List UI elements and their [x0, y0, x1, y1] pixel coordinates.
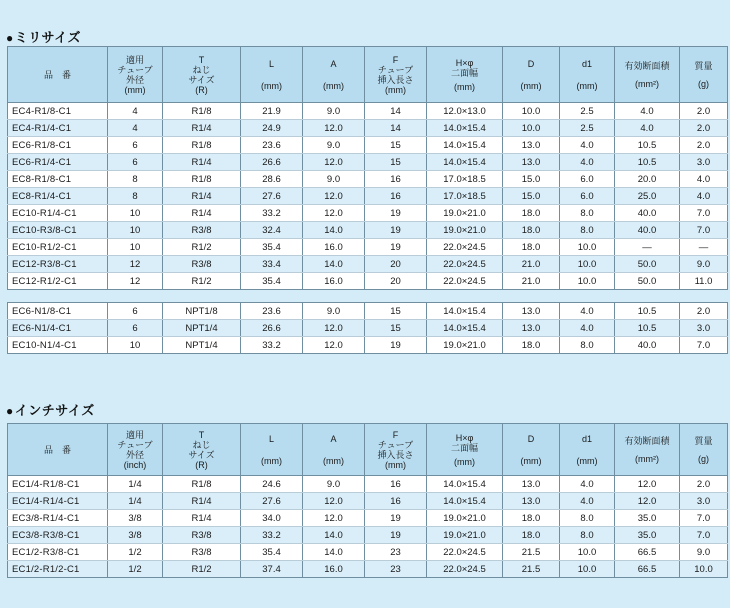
- table-row: [8, 273, 728, 290]
- cell-D: 18.0: [503, 239, 560, 256]
- header-L: L (mm): [241, 47, 303, 103]
- table-row: [8, 239, 728, 256]
- cell-D: 15.0: [503, 171, 560, 188]
- cell-effective-area: 4.0: [615, 120, 680, 137]
- header-H-across-flats: H×φ 二面幅 (mm): [427, 47, 503, 103]
- cell-effective-area: 40.0: [615, 205, 680, 222]
- cell-part-number: EC10-R3/8-C1: [8, 222, 108, 239]
- cell-F: 23: [365, 544, 427, 561]
- table-row: [8, 103, 728, 120]
- cell-A: 9.0: [303, 137, 365, 154]
- mm-section-title: [6, 27, 81, 46]
- cell-mass: 2.0: [680, 476, 728, 493]
- cell-A: 12.0: [303, 510, 365, 527]
- cell-effective-area: 50.0: [615, 273, 680, 290]
- cell-effective-area: 10.5: [615, 320, 680, 337]
- cell-D: 18.0: [503, 510, 560, 527]
- header-tube-od: 適用 チューブ 外径 (mm): [108, 47, 163, 103]
- cell-L: 26.6: [241, 154, 303, 171]
- cell-part-number: EC1/2-R1/2-C1: [8, 561, 108, 578]
- cell-L: 33.2: [241, 337, 303, 354]
- cell-mass: 7.0: [680, 222, 728, 239]
- cell-tube-od: 12: [108, 273, 163, 290]
- cell-L: 21.9: [241, 103, 303, 120]
- cell-mass: 9.0: [680, 256, 728, 273]
- cell-A: 12.0: [303, 320, 365, 337]
- cell-D: 13.0: [503, 320, 560, 337]
- cell-H-across-flats: 14.0×15.4: [427, 493, 503, 510]
- cell-mass: 2.0: [680, 137, 728, 154]
- header-A: A (mm): [303, 424, 365, 476]
- mm-spec-table: [7, 46, 728, 290]
- header-thread-size: T ねじ サイズ (R): [163, 424, 241, 476]
- cell-part-number: EC1/4-R1/4-C1: [8, 493, 108, 510]
- cell-D: 21.0: [503, 256, 560, 273]
- cell-F: 15: [365, 137, 427, 154]
- cell-part-number: EC6-N1/4-C1: [8, 320, 108, 337]
- cell-D: 21.5: [503, 544, 560, 561]
- cell-thread-size: NPT1/4: [163, 320, 241, 337]
- cell-D: 18.0: [503, 337, 560, 354]
- cell-F: 15: [365, 154, 427, 171]
- mm-header-row: [8, 47, 728, 103]
- cell-L: 35.4: [241, 239, 303, 256]
- inch-section-title-text: インチサイズ: [14, 403, 95, 418]
- cell-d1: 8.0: [560, 205, 615, 222]
- cell-mass: 2.0: [680, 103, 728, 120]
- cell-L: 23.6: [241, 303, 303, 320]
- cell-d1: 6.0: [560, 171, 615, 188]
- cell-H-across-flats: 17.0×18.5: [427, 171, 503, 188]
- cell-tube-od: 6: [108, 154, 163, 171]
- cell-F: 16: [365, 188, 427, 205]
- header-L: L (mm): [241, 424, 303, 476]
- cell-L: 26.6: [241, 320, 303, 337]
- cell-F: 20: [365, 256, 427, 273]
- cell-d1: 4.0: [560, 303, 615, 320]
- cell-L: 37.4: [241, 561, 303, 578]
- table-row: [8, 493, 728, 510]
- table-row: [8, 120, 728, 137]
- cell-D: 10.0: [503, 103, 560, 120]
- cell-part-number: EC6-R1/4-C1: [8, 154, 108, 171]
- cell-mass: 2.0: [680, 120, 728, 137]
- cell-H-across-flats: 19.0×21.0: [427, 222, 503, 239]
- header-tube-od: 適用 チューブ 外径 (inch): [108, 424, 163, 476]
- cell-A: 9.0: [303, 103, 365, 120]
- table-row: [8, 561, 728, 578]
- cell-H-across-flats: 22.0×24.5: [427, 239, 503, 256]
- cell-D: 18.0: [503, 222, 560, 239]
- cell-mass: 4.0: [680, 188, 728, 205]
- cell-thread-size: R1/2: [163, 561, 241, 578]
- cell-H-across-flats: 17.0×18.5: [427, 188, 503, 205]
- table-row: [8, 188, 728, 205]
- table-row: [8, 205, 728, 222]
- cell-F: 15: [365, 320, 427, 337]
- cell-A: 12.0: [303, 154, 365, 171]
- table-row: [8, 154, 728, 171]
- cell-L: 33.2: [241, 205, 303, 222]
- cell-tube-od: 1/4: [108, 493, 163, 510]
- cell-mass: 7.0: [680, 527, 728, 544]
- cell-mass: 2.0: [680, 303, 728, 320]
- table-row: [8, 320, 728, 337]
- cell-thread-size: R1/4: [163, 493, 241, 510]
- cell-d1: 4.0: [560, 476, 615, 493]
- cell-tube-od: 3/8: [108, 510, 163, 527]
- cell-mass: 11.0: [680, 273, 728, 290]
- cell-H-across-flats: 14.0×15.4: [427, 476, 503, 493]
- cell-D: 13.0: [503, 493, 560, 510]
- cell-d1: 2.5: [560, 120, 615, 137]
- cell-mass: 7.0: [680, 205, 728, 222]
- cell-A: 12.0: [303, 337, 365, 354]
- cell-D: 13.0: [503, 154, 560, 171]
- cell-thread-size: R1/4: [163, 120, 241, 137]
- cell-part-number: EC8-R1/8-C1: [8, 171, 108, 188]
- cell-F: 15: [365, 303, 427, 320]
- cell-thread-size: NPT1/4: [163, 337, 241, 354]
- header-mass: 質量 (g): [680, 424, 728, 476]
- cell-part-number: EC1/4-R1/8-C1: [8, 476, 108, 493]
- cell-H-across-flats: 19.0×21.0: [427, 510, 503, 527]
- cell-part-number: EC6-N1/8-C1: [8, 303, 108, 320]
- cell-d1: 4.0: [560, 493, 615, 510]
- cell-thread-size: R1/8: [163, 103, 241, 120]
- cell-effective-area: 12.0: [615, 476, 680, 493]
- cell-effective-area: 10.5: [615, 303, 680, 320]
- cell-d1: 8.0: [560, 337, 615, 354]
- cell-D: 18.0: [503, 205, 560, 222]
- cell-effective-area: 66.5: [615, 561, 680, 578]
- cell-A: 9.0: [303, 476, 365, 493]
- cell-part-number: EC6-R1/8-C1: [8, 137, 108, 154]
- cell-part-number: EC12-R3/8-C1: [8, 256, 108, 273]
- cell-mass: 9.0: [680, 544, 728, 561]
- cell-tube-od: 6: [108, 137, 163, 154]
- cell-part-number: EC3/8-R1/4-C1: [8, 510, 108, 527]
- cell-tube-od: 8: [108, 171, 163, 188]
- cell-F: 19: [365, 527, 427, 544]
- cell-H-across-flats: 12.0×13.0: [427, 103, 503, 120]
- cell-A: 16.0: [303, 239, 365, 256]
- cell-d1: 10.0: [560, 544, 615, 561]
- header-d1: d1 (mm): [560, 47, 615, 103]
- cell-A: 16.0: [303, 561, 365, 578]
- bullet-icon: ●: [6, 404, 14, 418]
- cell-effective-area: 50.0: [615, 256, 680, 273]
- inch-header-row: [8, 424, 728, 476]
- cell-A: 14.0: [303, 256, 365, 273]
- header-D: D (mm): [503, 424, 560, 476]
- cell-F: 14: [365, 120, 427, 137]
- header-part-number: 品 番: [8, 47, 108, 103]
- cell-H-across-flats: 14.0×15.4: [427, 303, 503, 320]
- header-part-number: 品 番: [8, 424, 108, 476]
- cell-tube-od: 8: [108, 188, 163, 205]
- cell-tube-od: 1/2: [108, 561, 163, 578]
- cell-L: 28.6: [241, 171, 303, 188]
- header-D: D (mm): [503, 47, 560, 103]
- cell-thread-size: R1/4: [163, 510, 241, 527]
- cell-d1: 4.0: [560, 154, 615, 171]
- cell-effective-area: 4.0: [615, 103, 680, 120]
- cell-H-across-flats: 14.0×15.4: [427, 320, 503, 337]
- cell-tube-od: 4: [108, 103, 163, 120]
- header-A: A (mm): [303, 47, 365, 103]
- cell-H-across-flats: 19.0×21.0: [427, 527, 503, 544]
- cell-D: 18.0: [503, 527, 560, 544]
- cell-D: 13.0: [503, 303, 560, 320]
- cell-thread-size: R1/8: [163, 171, 241, 188]
- cell-part-number: EC3/8-R3/8-C1: [8, 527, 108, 544]
- npt-spec-table: [7, 302, 728, 354]
- cell-thread-size: R1/2: [163, 273, 241, 290]
- cell-mass: 3.0: [680, 493, 728, 510]
- table-row: [8, 137, 728, 154]
- cell-L: 35.4: [241, 544, 303, 561]
- cell-F: 19: [365, 510, 427, 527]
- cell-thread-size: R1/8: [163, 137, 241, 154]
- cell-effective-area: 40.0: [615, 337, 680, 354]
- cell-thread-size: R1/2: [163, 239, 241, 256]
- header-thread-size: T ねじ サイズ (R): [163, 47, 241, 103]
- header-F: F チューブ 挿入長さ (mm): [365, 47, 427, 103]
- cell-d1: 4.0: [560, 137, 615, 154]
- cell-effective-area: 10.5: [615, 137, 680, 154]
- cell-H-across-flats: 19.0×21.0: [427, 337, 503, 354]
- cell-effective-area: —: [615, 239, 680, 256]
- cell-thread-size: R1/8: [163, 476, 241, 493]
- cell-D: 10.0: [503, 120, 560, 137]
- cell-L: 27.6: [241, 188, 303, 205]
- cell-H-across-flats: 22.0×24.5: [427, 256, 503, 273]
- header-effective-area: 有効断面積 (mm²): [615, 47, 680, 103]
- header-mass: 質量 (g): [680, 47, 728, 103]
- cell-part-number: EC4-R1/8-C1: [8, 103, 108, 120]
- cell-F: 19: [365, 239, 427, 256]
- cell-L: 33.2: [241, 527, 303, 544]
- cell-thread-size: R1/4: [163, 154, 241, 171]
- cell-effective-area: 12.0: [615, 493, 680, 510]
- inch-spec-table: [7, 423, 728, 578]
- cell-H-across-flats: 14.0×15.4: [427, 154, 503, 171]
- table-row: [8, 527, 728, 544]
- cell-A: 12.0: [303, 188, 365, 205]
- cell-d1: 8.0: [560, 527, 615, 544]
- cell-part-number: EC8-R1/4-C1: [8, 188, 108, 205]
- cell-H-across-flats: 19.0×21.0: [427, 205, 503, 222]
- cell-tube-od: 1/2: [108, 544, 163, 561]
- cell-mass: —: [680, 239, 728, 256]
- cell-mass: 3.0: [680, 154, 728, 171]
- cell-tube-od: 1/4: [108, 476, 163, 493]
- header-effective-area: 有効断面積 (mm²): [615, 424, 680, 476]
- cell-H-across-flats: 22.0×24.5: [427, 561, 503, 578]
- cell-tube-od: 4: [108, 120, 163, 137]
- cell-tube-od: 10: [108, 222, 163, 239]
- cell-tube-od: 12: [108, 256, 163, 273]
- cell-L: 24.6: [241, 476, 303, 493]
- cell-F: 19: [365, 337, 427, 354]
- cell-F: 16: [365, 493, 427, 510]
- cell-F: 19: [365, 222, 427, 239]
- cell-tube-od: 10: [108, 239, 163, 256]
- cell-L: 34.0: [241, 510, 303, 527]
- cell-tube-od: 3/8: [108, 527, 163, 544]
- table-row: [8, 544, 728, 561]
- cell-d1: 4.0: [560, 320, 615, 337]
- cell-D: 13.0: [503, 137, 560, 154]
- cell-F: 14: [365, 103, 427, 120]
- table-row: [8, 256, 728, 273]
- table-row: [8, 303, 728, 320]
- cell-thread-size: R3/8: [163, 544, 241, 561]
- cell-mass: 7.0: [680, 510, 728, 527]
- cell-A: 12.0: [303, 205, 365, 222]
- cell-thread-size: NPT1/8: [163, 303, 241, 320]
- cell-effective-area: 66.5: [615, 544, 680, 561]
- cell-A: 12.0: [303, 493, 365, 510]
- cell-F: 16: [365, 476, 427, 493]
- cell-thread-size: R3/8: [163, 222, 241, 239]
- mm-section-title-text: ミリサイズ: [14, 30, 81, 45]
- cell-effective-area: 10.5: [615, 154, 680, 171]
- cell-thread-size: R3/8: [163, 256, 241, 273]
- cell-A: 14.0: [303, 544, 365, 561]
- cell-part-number: EC10-R1/4-C1: [8, 205, 108, 222]
- cell-d1: 10.0: [560, 273, 615, 290]
- cell-part-number: EC10-R1/2-C1: [8, 239, 108, 256]
- cell-part-number: EC4-R1/4-C1: [8, 120, 108, 137]
- table-row: [8, 476, 728, 493]
- cell-d1: 6.0: [560, 188, 615, 205]
- cell-D: 21.0: [503, 273, 560, 290]
- inch-section-title: [6, 400, 95, 419]
- cell-L: 33.4: [241, 256, 303, 273]
- cell-F: 16: [365, 171, 427, 188]
- cell-tube-od: 10: [108, 205, 163, 222]
- table-row: [8, 171, 728, 188]
- cell-mass: 4.0: [680, 171, 728, 188]
- cell-d1: 2.5: [560, 103, 615, 120]
- cell-L: 24.9: [241, 120, 303, 137]
- cell-L: 35.4: [241, 273, 303, 290]
- cell-H-across-flats: 22.0×24.5: [427, 273, 503, 290]
- cell-thread-size: R1/4: [163, 205, 241, 222]
- cell-mass: 3.0: [680, 320, 728, 337]
- cell-F: 20: [365, 273, 427, 290]
- cell-thread-size: R3/8: [163, 527, 241, 544]
- cell-mass: 7.0: [680, 337, 728, 354]
- cell-part-number: EC1/2-R3/8-C1: [8, 544, 108, 561]
- cell-part-number: EC12-R1/2-C1: [8, 273, 108, 290]
- cell-A: 14.0: [303, 527, 365, 544]
- cell-A: 9.0: [303, 171, 365, 188]
- cell-D: 21.5: [503, 561, 560, 578]
- cell-d1: 8.0: [560, 510, 615, 527]
- cell-effective-area: 20.0: [615, 171, 680, 188]
- header-H-across-flats: H×φ 二面幅 (mm): [427, 424, 503, 476]
- cell-d1: 10.0: [560, 239, 615, 256]
- cell-tube-od: 10: [108, 337, 163, 354]
- table-row: [8, 510, 728, 527]
- cell-F: 19: [365, 205, 427, 222]
- header-F: F チューブ 挿入長さ (mm): [365, 424, 427, 476]
- cell-part-number: EC10-N1/4-C1: [8, 337, 108, 354]
- cell-thread-size: R1/4: [163, 188, 241, 205]
- cell-H-across-flats: 22.0×24.5: [427, 544, 503, 561]
- cell-D: 13.0: [503, 476, 560, 493]
- bullet-icon: ●: [6, 31, 14, 45]
- cell-effective-area: 35.0: [615, 527, 680, 544]
- cell-L: 27.6: [241, 493, 303, 510]
- header-d1: d1 (mm): [560, 424, 615, 476]
- cell-tube-od: 6: [108, 303, 163, 320]
- cell-A: 9.0: [303, 303, 365, 320]
- cell-A: 12.0: [303, 120, 365, 137]
- cell-D: 15.0: [503, 188, 560, 205]
- cell-effective-area: 40.0: [615, 222, 680, 239]
- cell-H-across-flats: 14.0×15.4: [427, 120, 503, 137]
- cell-L: 23.6: [241, 137, 303, 154]
- cell-effective-area: 25.0: [615, 188, 680, 205]
- cell-F: 23: [365, 561, 427, 578]
- table-row: [8, 222, 728, 239]
- cell-tube-od: 6: [108, 320, 163, 337]
- cell-H-across-flats: 14.0×15.4: [427, 137, 503, 154]
- cell-L: 32.4: [241, 222, 303, 239]
- cell-mass: 10.0: [680, 561, 728, 578]
- table-row: [8, 337, 728, 354]
- cell-effective-area: 35.0: [615, 510, 680, 527]
- cell-d1: 10.0: [560, 561, 615, 578]
- cell-d1: 8.0: [560, 222, 615, 239]
- cell-d1: 10.0: [560, 256, 615, 273]
- cell-A: 14.0: [303, 222, 365, 239]
- cell-A: 16.0: [303, 273, 365, 290]
